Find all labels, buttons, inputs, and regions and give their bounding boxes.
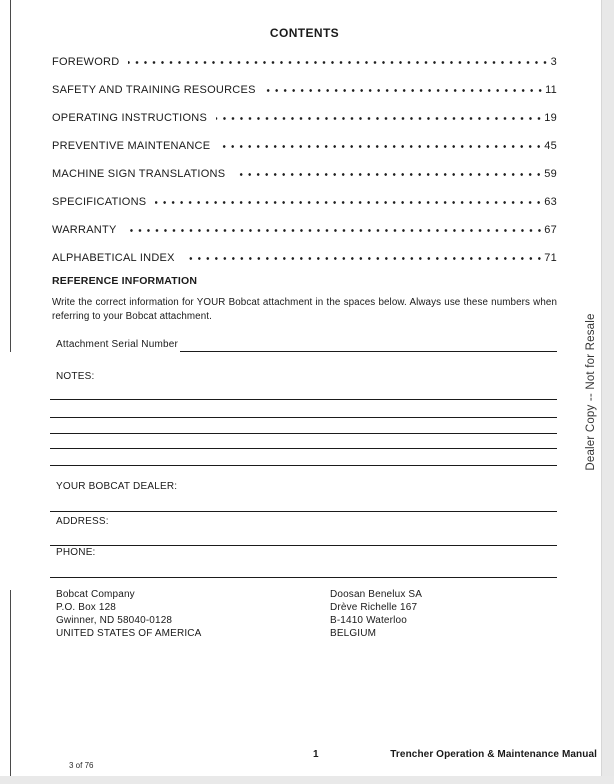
dot-leader bbox=[128, 61, 549, 64]
toc-row bbox=[52, 216, 557, 244]
footer-manual-title: Trencher Operation & Maintenance Manual bbox=[390, 749, 597, 760]
dot-leader bbox=[184, 257, 544, 260]
toc-row bbox=[52, 132, 557, 160]
toc-row bbox=[52, 160, 557, 188]
toc-row bbox=[52, 76, 557, 104]
toc-entry-label: WARRANTY bbox=[52, 224, 117, 236]
dot-leader bbox=[155, 201, 543, 204]
toc-row bbox=[52, 48, 557, 76]
address-line: B-1410 Waterloo bbox=[330, 615, 407, 626]
dealer-write-line bbox=[50, 511, 557, 512]
toc-entry-label: SPECIFICATIONS bbox=[52, 196, 147, 208]
notes-write-line bbox=[50, 465, 557, 466]
scan-edge-line-bottom bbox=[10, 590, 11, 777]
toc-entry-label: FOREWORD bbox=[52, 56, 120, 68]
toc-entry-label: PREVENTIVE MAINTENANCE bbox=[52, 140, 211, 152]
paragraph-line: referring to your Bobcat attachment. bbox=[52, 311, 212, 322]
dot-leader bbox=[234, 173, 543, 176]
toc-entry-label: ALPHABETICAL INDEX bbox=[52, 252, 175, 264]
dot-leader bbox=[126, 229, 544, 232]
toc-entry-page: 11 bbox=[545, 84, 557, 96]
address-block-bobcat bbox=[56, 588, 201, 640]
notes-write-line bbox=[50, 417, 557, 418]
address-line: P.O. Box 128 bbox=[56, 602, 116, 613]
notes-label: NOTES: bbox=[56, 371, 95, 382]
address-line: Bobcat Company bbox=[56, 589, 135, 600]
phone-label: PHONE: bbox=[56, 547, 96, 558]
reference-information-paragraph bbox=[52, 296, 557, 324]
toc-entry-label: SAFETY AND TRAINING RESOURCES bbox=[52, 84, 256, 96]
phone-write-line bbox=[50, 577, 557, 578]
toc-entry-page: 67 bbox=[544, 224, 557, 236]
dot-leader bbox=[219, 145, 543, 148]
notes-write-line bbox=[50, 448, 557, 449]
footer-sheet-count: 3 of 76 bbox=[69, 761, 94, 770]
toc-row bbox=[52, 104, 557, 132]
toc-row bbox=[52, 188, 557, 216]
toc-entry-page: 45 bbox=[544, 140, 557, 152]
address-line: Gwinner, ND 58040-0128 bbox=[56, 615, 173, 626]
notes-write-line bbox=[50, 433, 557, 434]
toc-entry-page: 63 bbox=[544, 196, 557, 208]
address-write-line bbox=[50, 545, 557, 546]
toc-entry-page: 59 bbox=[544, 168, 557, 180]
serial-number-label: Attachment Serial Number bbox=[56, 339, 179, 350]
address-label: ADDRESS: bbox=[56, 516, 109, 527]
address-line: UNITED STATES OF AMERICA bbox=[56, 628, 202, 639]
paragraph-line: Write the correct information for YOUR Bobcat attachment in the spaces below. Always use these numbers when bbox=[52, 297, 557, 308]
toc-entry-label: OPERATING INSTRUCTIONS bbox=[52, 112, 208, 124]
contents-heading: CONTENTS bbox=[269, 26, 340, 40]
toc-entry-page: 71 bbox=[544, 252, 557, 264]
toc-entry-page: 3 bbox=[550, 56, 557, 68]
toc-row bbox=[52, 244, 557, 272]
address-line: Doosan Benelux SA bbox=[330, 589, 423, 600]
scan-edge-line-top bbox=[10, 0, 11, 352]
serial-number-write-line bbox=[180, 351, 557, 352]
dealer-label: YOUR BOBCAT DEALER: bbox=[56, 481, 178, 492]
table-of-contents bbox=[52, 48, 557, 272]
toc-entry-page: 19 bbox=[544, 112, 557, 124]
scan-edge-strip-right bbox=[601, 0, 614, 784]
address-line: BELGIUM bbox=[330, 628, 377, 639]
footer-page-number: 1 bbox=[313, 749, 319, 760]
reference-information-heading: REFERENCE INFORMATION bbox=[52, 275, 198, 287]
dot-leader bbox=[216, 117, 543, 120]
address-block-doosan bbox=[330, 588, 422, 640]
scan-edge-strip-bottom bbox=[0, 776, 614, 784]
dot-leader bbox=[265, 89, 544, 92]
address-line: Drève Richelle 167 bbox=[330, 602, 418, 613]
notes-write-line bbox=[50, 399, 557, 400]
dealer-copy-watermark: Dealer Copy -- Not for Resale bbox=[585, 313, 597, 471]
toc-entry-label: MACHINE SIGN TRANSLATIONS bbox=[52, 168, 226, 180]
